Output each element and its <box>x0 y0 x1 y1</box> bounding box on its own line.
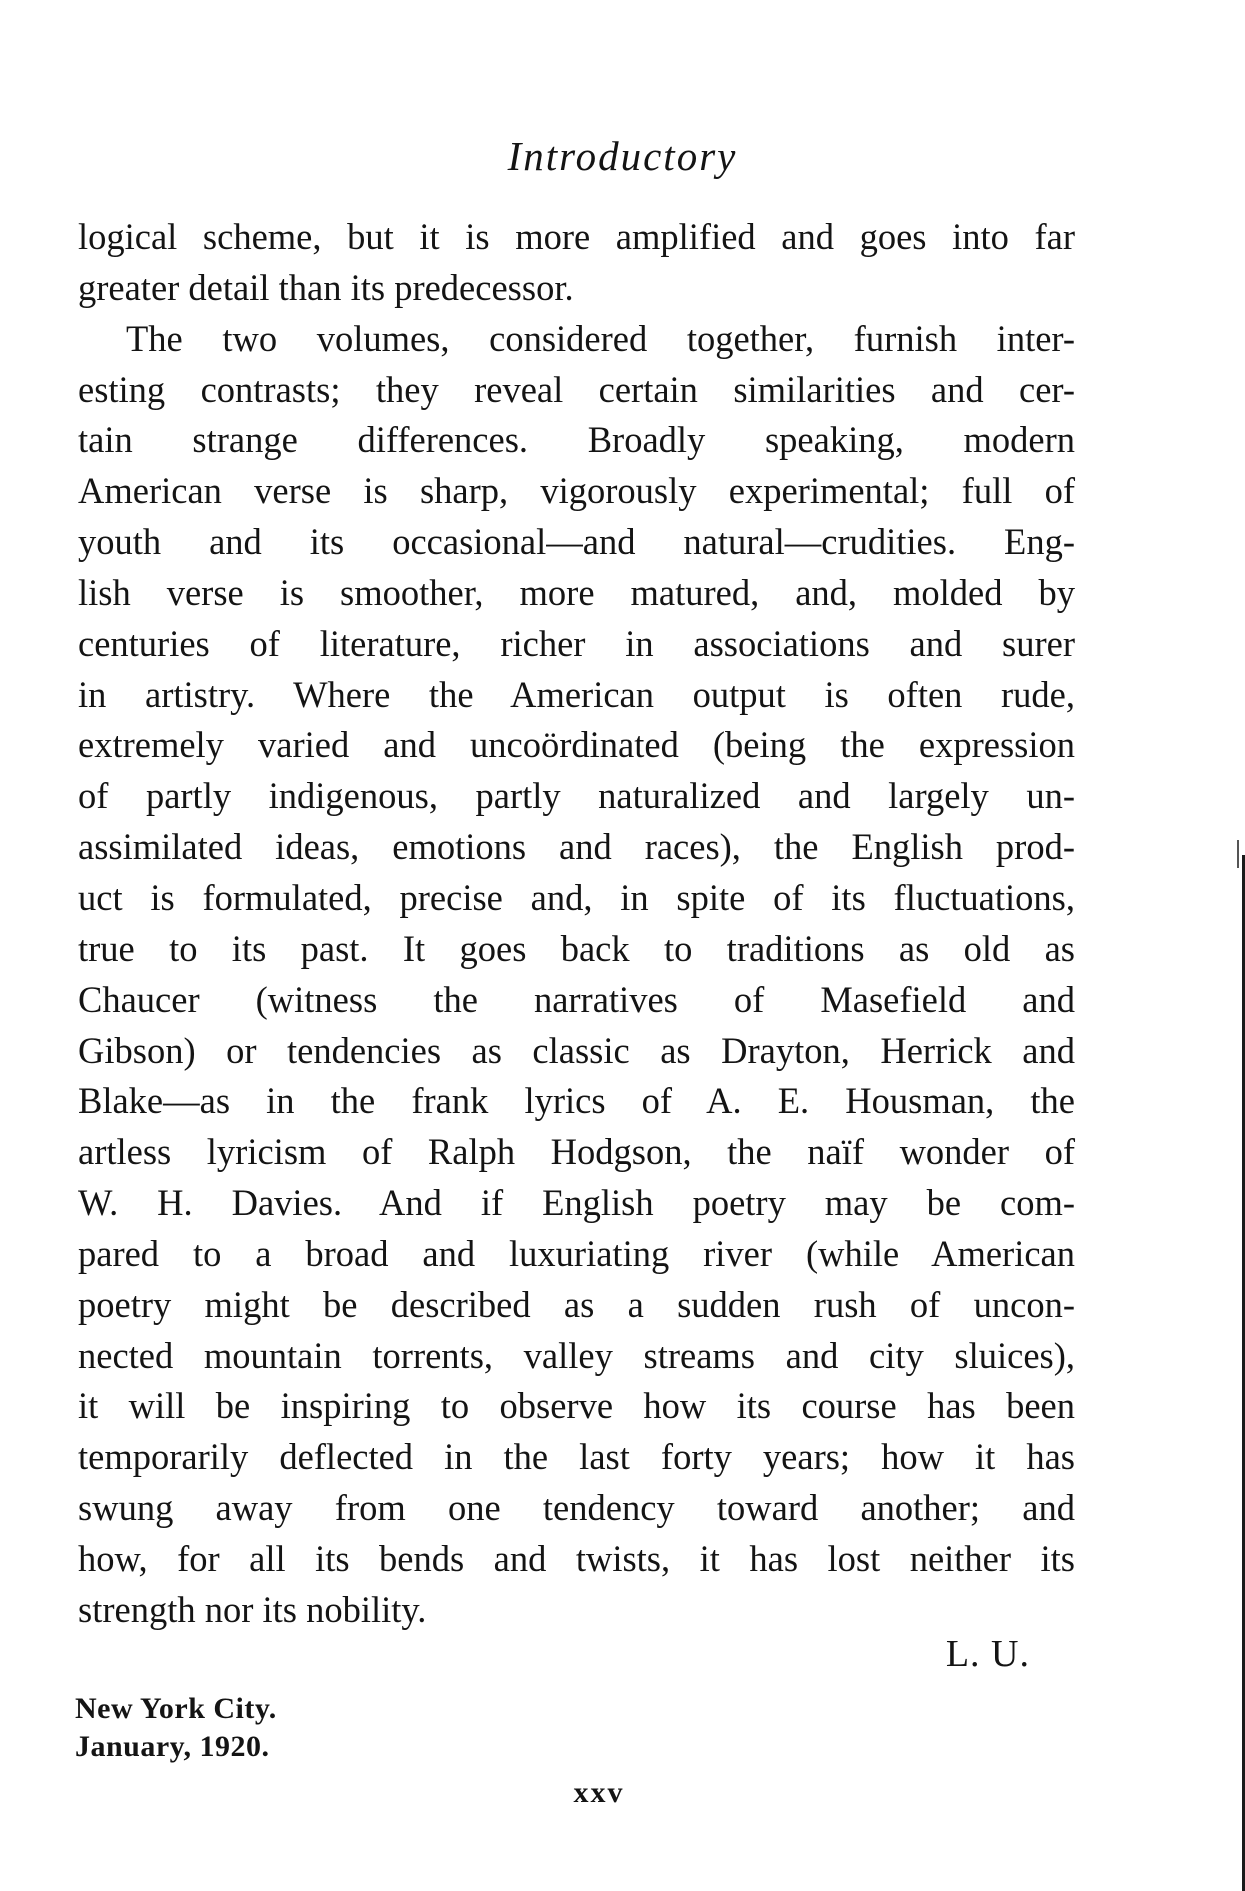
text-line: how, for all its bends and twists, it has lost neither its <box>78 1537 1075 1579</box>
text-line: pared to a broad and luxuriating river (while American <box>78 1232 1075 1274</box>
text-line: temporarily deflected in the last forty years; how it has <box>78 1436 1075 1478</box>
text-line: youth and its occasional—and natural—crudities. Eng- <box>78 521 1075 563</box>
text-line: tain strange differences. Broadly speaking, modern <box>78 419 1075 461</box>
text-line: American verse is sharp, vigorously experimental; full of <box>78 470 1075 512</box>
text-line: true to its past. It goes back to traditions as old as <box>78 927 1075 969</box>
running-head: Introductory <box>507 133 738 179</box>
text-line: greater detail than its predecessor. <box>78 266 574 308</box>
date-line: January, 1920. <box>75 1730 270 1763</box>
text-line: in artistry. Where the American output is often rude, <box>78 673 1075 715</box>
paragraph-main <box>78 314 1075 1636</box>
paragraph-continued <box>78 212 1075 314</box>
text-line: poetry might be described as a sudden rush of uncon- <box>78 1283 1075 1325</box>
text-line: it will be inspiring to observe how its course has been <box>78 1385 1075 1427</box>
text-line: artless lyricism of Ralph Hodgson, the naïf wonder of <box>78 1131 1075 1173</box>
dateline <box>75 1690 277 1766</box>
text-line: assimilated ideas, emotions and races), the English prod- <box>78 826 1075 868</box>
text-line: uct is formulated, precise and, in spite of its fluctuations, <box>78 876 1075 918</box>
text-line: centuries of literature, richer in associations and surer <box>78 622 1075 664</box>
text-line: of partly indigenous, partly naturalized and largely un- <box>78 775 1075 817</box>
text-line: strength nor its nobility. <box>78 1588 427 1630</box>
text-line: lish verse is smoother, more matured, and, molded by <box>78 571 1075 613</box>
page-number: xxv <box>573 1776 625 1809</box>
text-line: nected mountain torrents, valley streams and city sluices), <box>78 1334 1075 1376</box>
scan-edge-mark <box>1237 840 1239 868</box>
text-line: W. H. Davies. And if English poetry may be com- <box>78 1182 1075 1224</box>
text-line: Blake—as in the frank lyrics of A. E. Housman, the <box>78 1080 1075 1122</box>
body-text <box>78 212 1075 1636</box>
text-line: The two volumes, considered together, furnish inter- <box>126 317 1075 359</box>
text-line: Gibson) or tendencies as classic as Drayton, Herrick and <box>78 1029 1075 1071</box>
text-line: swung away from one tendency toward another; and <box>78 1487 1075 1529</box>
place-line: New York City. <box>75 1692 277 1725</box>
text-line: esting contrasts; they reveal certain similarities and cer- <box>78 368 1075 410</box>
signature-initials: L. U. <box>945 1633 1030 1675</box>
text-line: Chaucer (witness the narratives of Masefield and <box>78 978 1075 1020</box>
text-line: extremely varied and uncoördinated (being the expression <box>78 724 1075 766</box>
text-line: logical scheme, but it is more amplified and goes into far <box>78 216 1075 257</box>
